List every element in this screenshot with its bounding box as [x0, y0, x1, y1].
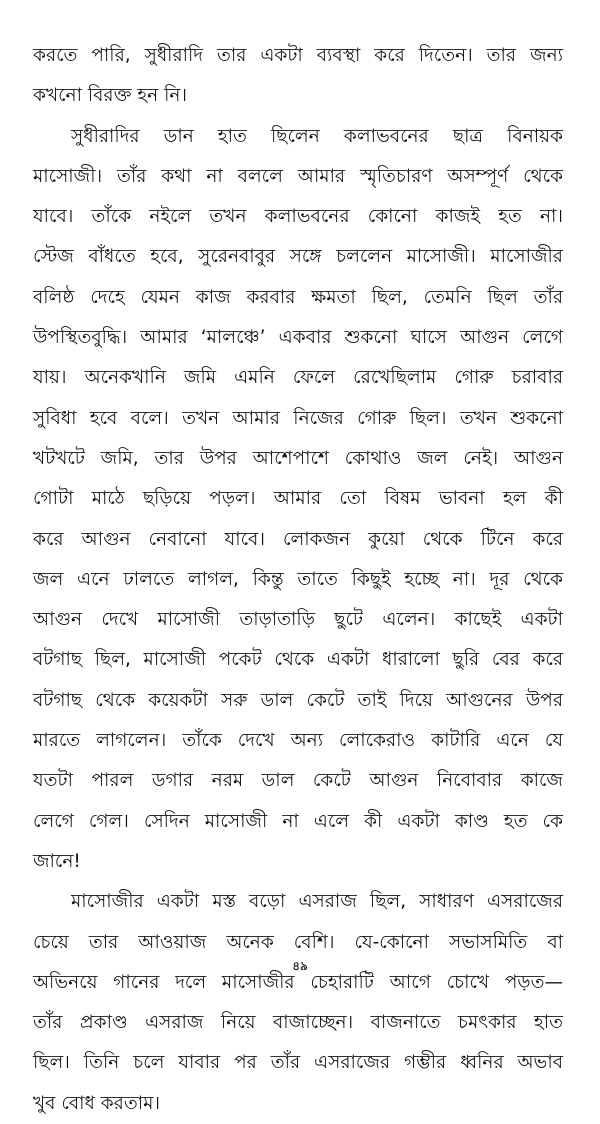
text-line: জানে! — [33, 850, 81, 872]
text-line: স্টেজ বাঁধতে হবে, সুরেনবাবুর সঙ্গে চললেন মাসোজী। মাসোজীর — [33, 246, 563, 268]
text-line: গোটা মাঠে ছড়িয়ে পড়ল। আমার তো বিষম ভাবনা হল কী — [33, 488, 563, 510]
text-line: মারতে লাগলেন। তাঁকে দেখে অন্য লোকেরাও কাটারি এনে যে — [33, 730, 563, 752]
text-line: লেগে গেল। সেদিন মাসোজী না এলে কী একটা কাণ্ড হত কে — [33, 810, 563, 832]
text-line: তাঁর প্রকাণ্ড এসরাজ নিয়ে বাজাচ্ছেন। বাজনাতে চমৎকার হাত — [33, 1012, 563, 1034]
text-line: অভিনয়ে গানের দলে মাসোজীর চেহারাটি আগে চোখে পড়ত— — [33, 971, 563, 993]
text-line: জল এনে ঢালতে লাগল, কিন্তু তাতে কিছুই হচ্ছে না। দূর থেকে — [33, 568, 563, 590]
paragraph-3 — [33, 882, 563, 1124]
text-line: ছিল। তিনি চলে যাবার পর তাঁর এসরাজের গম্ভীর ধ্বনির অভাব — [33, 1052, 563, 1074]
page-number: ৪৯ — [292, 959, 308, 973]
text-line: সুধীরাদির ডান হাত ছিলেন কলাভবনের ছাত্র বিনায়ক — [71, 125, 563, 147]
text-line: আগুন দেখে মাসোজী তাড়াতাড়ি ছুটে এলেন। কাছেই একটা — [33, 609, 563, 631]
text-line: উপস্থিতবুদ্ধি। আমার ‘মালঞ্চে’ একবার শুকনো ঘাসে আগুন লেগে — [33, 327, 563, 349]
text-line: যতটা পারল ডগার নরম ডাল কেটে আগুন নিবোবার কাজে — [33, 770, 563, 792]
text-line: খটখটে জমি, তার উপর আশেপাশে কোথাও জল নেই। আগুন — [33, 447, 563, 469]
text-line: সুবিধা হবে বলে। তখন আমার নিজের গোরু ছিল। তখন শুকনো — [33, 407, 563, 429]
paragraph-2 — [33, 117, 563, 883]
text-line: যাবে। তাঁকে নইলে তখন কলাভবনের কোনো কাজই হত না। — [33, 206, 563, 228]
text-line: বটগাছ ছিল, মাসোজী পকেট থেকে একটা ধারালো ছুরি বের করে — [33, 649, 563, 671]
text-line: যায়। অনেকখানি জমি এমনি ফেলে রেখেছিলাম গোরু চরাবার — [33, 367, 563, 389]
text-line: করতে পারি, সুধীরাদি তার একটা ব্যবস্থা করে দিতেন। তার জন্য — [33, 45, 563, 66]
text-line: করে আগুন নেবানো যাবে। লোকজন কুয়ো থেকে টিনে করে — [33, 528, 563, 550]
text-line: বলিষ্ঠ দেহে যেমন কাজ করবার ক্ষমতা ছিল, তেমনি ছিল তাঁর — [33, 286, 563, 308]
text-line: মাসোজী। তাঁর কথা না বললে আমার স্মৃতিচারণ অসম্পূর্ণ থেকে — [33, 165, 563, 187]
text-line: খুব বোধ করতাম। — [33, 1092, 160, 1114]
text-line: মাসোজীর একটা মস্ত বড়ো এসরাজ ছিল, সাধারণ এসরাজের — [71, 891, 563, 913]
paragraph-1 — [33, 36, 563, 117]
text-line: কখনো বিরক্ত হন নি। — [33, 85, 188, 107]
text-line: বটগাছ থেকে কয়েকটা সরু ডাল কেটে তাই দিয়ে আগুনের উপর — [33, 689, 563, 711]
text-line: চেয়ে তার আওয়াজ অনেক বেশি। যে-কোনো সভাসমিতি বা — [33, 931, 563, 953]
